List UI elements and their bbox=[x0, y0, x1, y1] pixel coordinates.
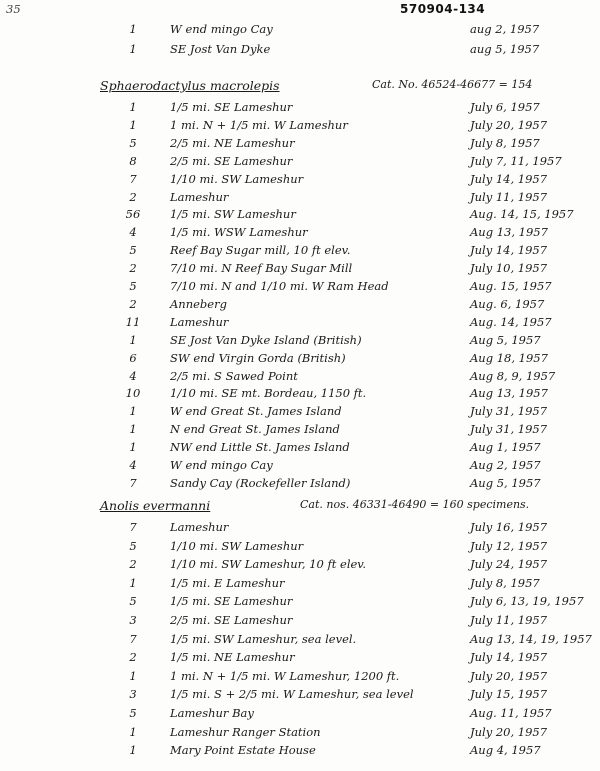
specimen-count: 5 bbox=[129, 279, 137, 293]
species-name: Sphaerodactylus macrolepis bbox=[100, 78, 280, 93]
specimen-count: 56 bbox=[125, 207, 141, 222]
specimen-row bbox=[0, 315, 600, 333]
collection-date: Aug. 11, 1957 bbox=[470, 706, 552, 720]
locality-text: Lameshur Ranger Station bbox=[170, 724, 321, 739]
locality-text: Lameshur bbox=[170, 520, 229, 534]
specimen-count: 1 bbox=[129, 575, 137, 590]
locality-text: 7/10 mi. N Reef Bay Sugar Mill bbox=[170, 261, 353, 276]
specimen-count: 1 bbox=[129, 724, 137, 739]
collection-date: aug 2, 1957 bbox=[470, 22, 540, 36]
specimen-row bbox=[0, 279, 600, 297]
specimen-row bbox=[0, 613, 600, 631]
specimen-row bbox=[0, 422, 600, 440]
locality-text: 1/5 mi. WSW Lameshur bbox=[170, 225, 308, 240]
specimen-row bbox=[0, 42, 600, 60]
specimen-row bbox=[0, 261, 600, 279]
specimen-count: 2 bbox=[129, 296, 137, 311]
specimen-row bbox=[0, 172, 600, 190]
locality-text: 1/5 mi. SW Lameshur, sea level. bbox=[170, 631, 357, 646]
specimen-count: 1 bbox=[129, 422, 137, 437]
locality-text: 2/5 mi. SE Lameshur bbox=[170, 153, 293, 168]
collection-date: Aug 13, 14, 19, 1957 bbox=[470, 631, 592, 646]
collection-date: July 20, 1957 bbox=[470, 668, 548, 683]
locality-text: 1/10 mi. SW Lameshur bbox=[170, 171, 304, 186]
specimen-row bbox=[0, 476, 600, 494]
specimen-row bbox=[0, 440, 600, 458]
species-heading-sphaerodactylus bbox=[0, 78, 600, 98]
specimen-count: 5 bbox=[129, 243, 137, 258]
locality-text: Mary Point Estate House bbox=[170, 743, 316, 758]
specimen-count: 11 bbox=[125, 314, 141, 329]
collection-date: July 8, 1957 bbox=[470, 135, 540, 150]
locality-text: 1 mi. N + 1/5 mi. W Lameshur bbox=[170, 117, 348, 132]
locality-text: 1/5 mi. E Lameshur bbox=[170, 575, 285, 590]
locality-text: N end Great St. James Island bbox=[170, 422, 340, 437]
specimen-count: 5 bbox=[129, 594, 137, 609]
locality-text: Sandy Cay (Rockefeller Island) bbox=[170, 475, 351, 490]
collection-date: Aug 8, 9, 1957 bbox=[470, 368, 556, 383]
locality-text: W end mingo Cay bbox=[170, 22, 273, 36]
specimen-count: 3 bbox=[129, 687, 137, 702]
collection-date: July 12, 1957 bbox=[470, 538, 548, 553]
collection-date: July 10, 1957 bbox=[470, 261, 548, 276]
specimen-count: 8 bbox=[129, 153, 137, 168]
specimen-count: 3 bbox=[129, 613, 137, 627]
specimen-row bbox=[0, 118, 600, 136]
locality-text: 1/5 mi. SE Lameshur bbox=[170, 594, 293, 609]
collection-date: Aug 1, 1957 bbox=[470, 440, 541, 455]
locality-text: SE Jost Van Dyke Island (British) bbox=[170, 332, 362, 347]
collection-date: Aug 13, 1957 bbox=[470, 386, 548, 401]
specimen-count: 4 bbox=[129, 368, 137, 383]
locality-text: 1/10 mi. SW Lameshur bbox=[170, 538, 304, 553]
collection-date: July 24, 1957 bbox=[470, 557, 548, 572]
locality-text: SE Jost Van Dyke bbox=[170, 42, 271, 56]
specimen-row bbox=[0, 243, 600, 261]
collection-date: July 7, 11, 1957 bbox=[470, 153, 562, 168]
collection-date: Aug 5, 1957 bbox=[470, 332, 541, 347]
specimen-count: 5 bbox=[129, 538, 137, 553]
locality-text: W end Great St. James Island bbox=[170, 404, 342, 419]
specimen-row bbox=[0, 743, 600, 761]
specimen-count: 1 bbox=[129, 117, 137, 132]
collection-date: July 31, 1957 bbox=[470, 422, 548, 437]
collection-date: Aug 5, 1957 bbox=[470, 475, 541, 490]
locality-text: 1 mi. N + 1/5 mi. W Lameshur, 1200 ft. bbox=[170, 668, 400, 683]
collection-date: July 31, 1957 bbox=[470, 404, 548, 419]
locality-text: 1/5 mi. NE Lameshur bbox=[170, 650, 295, 665]
specimen-row bbox=[0, 725, 600, 743]
specimen-row bbox=[0, 190, 600, 208]
specimen-row bbox=[0, 669, 600, 687]
specimen-row bbox=[0, 297, 600, 315]
specimen-count: 1 bbox=[129, 42, 137, 56]
collection-date: July 15, 1957 bbox=[470, 687, 548, 702]
specimen-row bbox=[0, 369, 600, 387]
collection-date: aug 5, 1957 bbox=[470, 42, 540, 56]
collection-date: July 11, 1957 bbox=[470, 189, 548, 204]
specimen-count: 4 bbox=[129, 458, 137, 472]
catalog-numbers: Cat. nos. 46331-46490 = 160 specimens. bbox=[300, 498, 530, 511]
locality-text: 1/5 mi. SE Lameshur bbox=[170, 100, 293, 114]
collection-date: July 20, 1957 bbox=[470, 724, 548, 739]
collection-date: Aug. 14, 15, 1957 bbox=[470, 207, 574, 222]
specimen-count: 1 bbox=[129, 100, 137, 114]
locality-text: 1/10 mi. SW Lameshur, 10 ft elev. bbox=[170, 557, 367, 572]
specimen-row bbox=[0, 632, 600, 650]
specimen-row bbox=[0, 557, 600, 575]
collection-date: Aug. 14, 1957 bbox=[470, 314, 552, 329]
specimen-row bbox=[0, 225, 600, 243]
collection-date: July 20, 1957 bbox=[470, 117, 548, 132]
specimen-row bbox=[0, 650, 600, 668]
specimen-count: 2 bbox=[129, 189, 137, 204]
locality-text: 1/5 mi. SW Lameshur bbox=[170, 207, 296, 222]
specimen-row bbox=[0, 154, 600, 172]
specimen-count: 10 bbox=[125, 386, 141, 401]
locality-text: 1/5 mi. S + 2/5 mi. W Lameshur, sea level bbox=[170, 687, 414, 702]
collection-date: Aug 18, 1957 bbox=[470, 350, 548, 365]
specimen-row bbox=[0, 594, 600, 612]
locality-text: SW end Virgin Gorda (British) bbox=[170, 350, 346, 365]
specimen-row bbox=[0, 100, 600, 118]
catalog-numbers: Cat. No. 46524-46677 = 154 bbox=[372, 78, 533, 91]
specimen-row bbox=[0, 687, 600, 705]
collection-date: Aug 2, 1957 bbox=[470, 458, 541, 472]
collection-date: July 6, 1957 bbox=[470, 100, 540, 114]
locality-text: Anneberg bbox=[170, 296, 227, 311]
specimen-row bbox=[0, 22, 600, 40]
specimen-row bbox=[0, 458, 600, 476]
specimen-row bbox=[0, 386, 600, 404]
locality-text: 2/5 mi. S Sawed Point bbox=[170, 368, 298, 383]
locality-text: Reef Bay Sugar mill, 10 ft elev. bbox=[170, 243, 351, 258]
specimen-count: 2 bbox=[129, 261, 137, 276]
locality-text: 2/5 mi. SE Lameshur bbox=[170, 613, 293, 627]
specimen-count: 7 bbox=[129, 631, 137, 646]
collection-date: July 8, 1957 bbox=[470, 575, 540, 590]
specimen-count: 7 bbox=[129, 475, 137, 490]
locality-text: Lameshur bbox=[170, 314, 229, 329]
species-heading-anolis bbox=[0, 498, 600, 518]
specimen-row bbox=[0, 136, 600, 154]
locality-text: NW end Little St. James Island bbox=[170, 440, 350, 455]
specimen-count: 7 bbox=[129, 520, 137, 534]
locality-text: 1/10 mi. SE mt. Bordeau, 1150 ft. bbox=[170, 386, 367, 401]
locality-text: Lameshur bbox=[170, 189, 229, 204]
collection-date: Aug 13, 1957 bbox=[470, 225, 548, 240]
specimen-row bbox=[0, 539, 600, 557]
collection-date: July 6, 13, 19, 1957 bbox=[470, 594, 584, 609]
collection-date: July 14, 1957 bbox=[470, 650, 548, 665]
specimen-row bbox=[0, 520, 600, 538]
collection-date: Aug. 6, 1957 bbox=[470, 296, 545, 311]
collection-date: July 11, 1957 bbox=[470, 613, 548, 627]
specimen-count: 1 bbox=[129, 440, 137, 455]
specimen-count: 1 bbox=[129, 22, 137, 36]
species-name: Anolis evermanni bbox=[100, 498, 211, 513]
specimen-count: 1 bbox=[129, 743, 137, 758]
collection-date: July 14, 1957 bbox=[470, 171, 548, 186]
specimen-row bbox=[0, 706, 600, 724]
locality-text: 2/5 mi. NE Lameshur bbox=[170, 135, 295, 150]
specimen-count: 5 bbox=[129, 135, 137, 150]
specimen-count: 1 bbox=[129, 332, 137, 347]
specimen-count: 6 bbox=[129, 350, 137, 365]
locality-text: Lameshur Bay bbox=[170, 706, 254, 720]
corner-mark: 35 bbox=[6, 2, 21, 16]
specimen-count: 7 bbox=[129, 171, 137, 186]
specimen-count: 4 bbox=[129, 225, 137, 240]
specimen-row bbox=[0, 333, 600, 351]
collection-date: July 14, 1957 bbox=[470, 243, 548, 258]
specimen-row bbox=[0, 404, 600, 422]
specimen-count: 5 bbox=[129, 706, 137, 720]
specimen-row bbox=[0, 207, 600, 225]
locality-text: 7/10 mi. N and 1/10 mi. W Ram Head bbox=[170, 279, 389, 293]
specimen-count: 2 bbox=[129, 650, 137, 665]
specimen-row bbox=[0, 351, 600, 369]
collection-date: Aug 4, 1957 bbox=[470, 743, 541, 758]
specimen-count: 1 bbox=[129, 668, 137, 683]
specimen-count: 1 bbox=[129, 404, 137, 419]
specimen-row bbox=[0, 576, 600, 594]
document-id: 570904-134 bbox=[400, 2, 486, 16]
locality-text: W end mingo Cay bbox=[170, 458, 273, 472]
collection-date: Aug. 15, 1957 bbox=[470, 279, 552, 293]
collection-date: July 16, 1957 bbox=[470, 520, 548, 534]
specimen-count: 2 bbox=[129, 557, 137, 572]
